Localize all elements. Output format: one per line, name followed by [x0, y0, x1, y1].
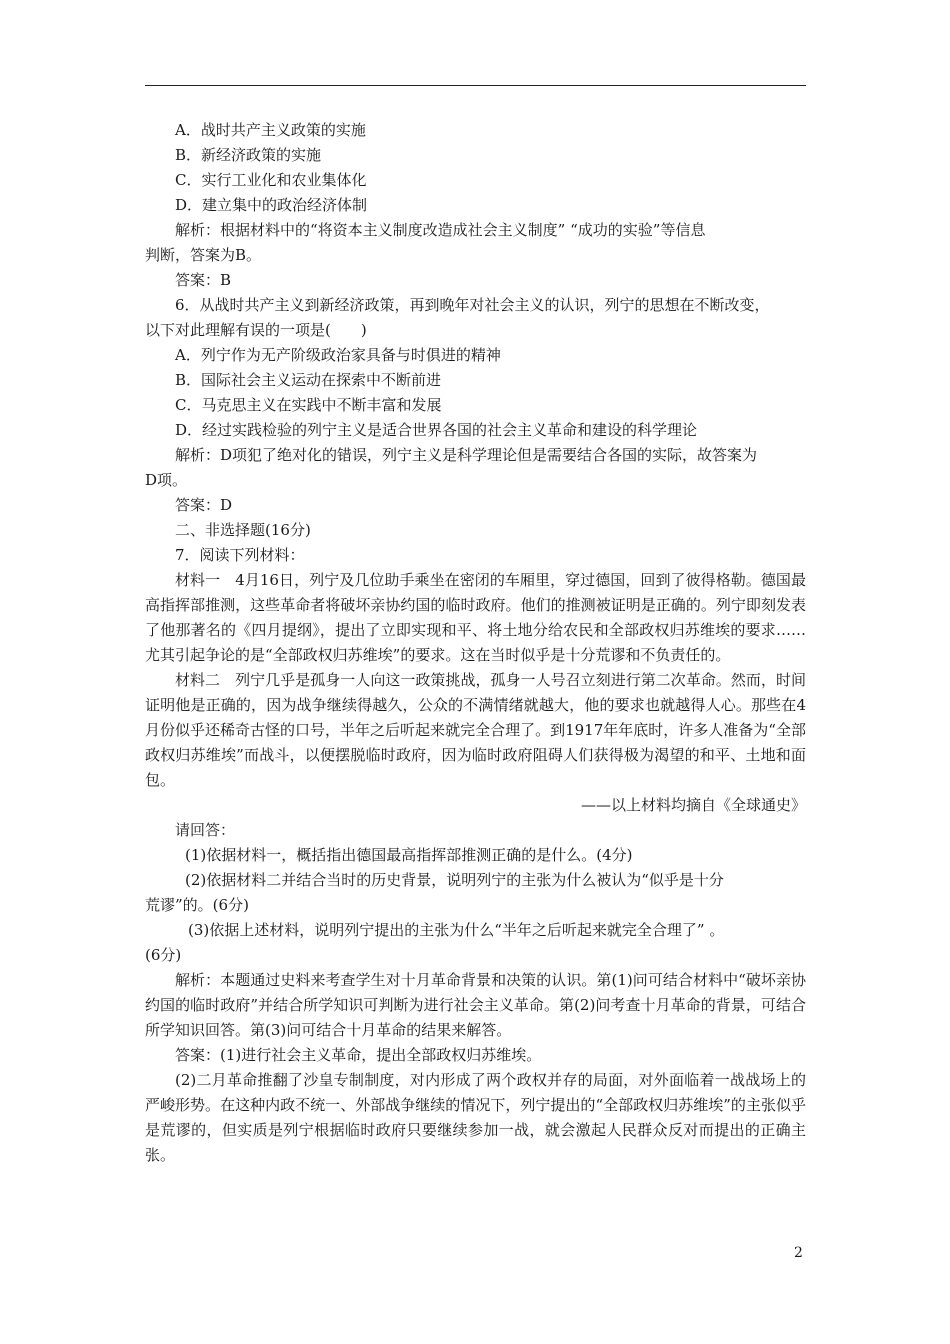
- sub-question-3-line2: (6分): [145, 946, 182, 964]
- sub-question-2-line1: (2)依据材料二并结合当时的历史背景，说明列宁的主张为什么被认为“似乎是十分: [185, 871, 724, 889]
- document-body: [145, 118, 806, 1168]
- material-source: ——以上材料均摘自《全球通史》: [580, 796, 806, 814]
- q6-option-b: B．国际社会主义运动在探索中不断前进: [175, 371, 442, 389]
- q5-option-d: D．建立集中的政治经济体制: [175, 196, 368, 214]
- q7-analysis: 解析：本题通过史料来考查学生对十月革命背景和决策的认识。第(1)问可结合材料中“破坏亲协约国的临时政府”并结合所学知识可判断为进行社会主义革命。第(2)问考查十月革命的背景，可结合所学知识回答。第(3)问可结合十月革命的结果来解答。: [145, 971, 806, 1039]
- q7-intro: 7．阅读下列材料：: [175, 546, 305, 564]
- q7-answer-1: 答案：(1)进行社会主义革命，提出全部政权归苏维埃。: [175, 1046, 542, 1064]
- q5-analysis-line1: 解析：根据材料中的“将资本主义制度改造成社会主义制度” “成功的实验”等信息: [175, 221, 706, 239]
- q5-answer: 答案：B: [175, 271, 232, 289]
- sub-question-3-line1: (3)依据上述材料，说明列宁提出的主张为什么“半年之后听起来就完全合理了” 。: [188, 921, 725, 939]
- sub-question-1: (1)依据材料一，概括指出德国最高指挥部推测正确的是什么。(4分): [185, 846, 633, 864]
- header-rule: [145, 85, 806, 86]
- q6-analysis-line1: 解析：D项犯了绝对化的错误，列宁主义是科学理论但是需要结合各国的实际，故答案为: [175, 446, 758, 464]
- q6-stem-line1: 6．从战时共产主义到新经济政策，再到晚年对社会主义的认识，列宁的思想在不断改变，: [175, 296, 770, 314]
- q5-option-c: C．实行工业化和农业集体化: [175, 171, 367, 189]
- q7-answer-2: (2)二月革命推翻了沙皇专制制度，对内形成了两个政权并存的局面，对外面临着一战战场上的严峻形势。在这种内政不统一、外部战争继续的情况下，列宁提出的“全部政权归苏维埃”的主张似乎是荒谬的，但实质是列宁根据临时政府只要继续参加一战，就会激起人民群众反对而提出的正确主张。: [145, 1071, 806, 1164]
- q5-option-a: A．战时共产主义政策的实施: [175, 121, 366, 139]
- material-two: 材料二 列宁几乎是孤身一人向这一政策挑战，孤身一人号召立刻进行第二次革命。然而，时间证明他是正确的，因为战争继续得越久，公众的不满情绪就越大，他的要求也就越得人心。那些在4月份似乎还稀奇古怪的口号，半年之后听起来就完全合理了。到1917年年底时，许多人准备为“全部政权归苏维埃”而战斗，以便摆脱临时政府，因为临时政府阻碍人们获得极为渴望的和平、土地和面包。: [145, 671, 806, 789]
- q5-analysis-line2: 判断，答案为B。: [145, 246, 262, 264]
- q6-stem-line2: 以下对此理解有误的一项是( ): [145, 321, 367, 339]
- q6-analysis-line2: D项。: [145, 471, 188, 489]
- q6-option-a: A．列宁作为无产阶级政治家具备与时俱进的精神: [175, 346, 501, 364]
- page-number: 2: [794, 1245, 803, 1261]
- q6-option-d: D．经过实践检验的列宁主义是适合世界各国的社会主义革命和建设的科学理论: [175, 421, 698, 439]
- material-one: 材料一 4月16日，列宁及几位助手乘坐在密闭的车厢里，穿过德国，回到了彼得格勒。德国最高指挥部推测，这些革命者将破坏亲协约国的临时政府。他们的推测被证明是正确的。列宁即刻发表了他那著名的《四月提纲》，提出了立即实现和平、将土地分给农民和全部政权归苏维埃的要求……尤其引起争论的是“全部政权归苏维埃”的要求。这在当时似乎是十分荒谬和不负责任的。: [145, 571, 806, 664]
- q6-option-c: C．马克思主义在实践中不断丰富和发展: [175, 396, 442, 414]
- q6-answer: 答案：D: [175, 496, 233, 514]
- q5-option-b: B．新经济政策的实施: [175, 146, 322, 164]
- please-answer: 请回答：: [175, 821, 236, 839]
- sub-question-2-line2: 荒谬”的。(6分): [145, 896, 249, 914]
- section-heading: 二、非选择题(16分): [175, 521, 311, 539]
